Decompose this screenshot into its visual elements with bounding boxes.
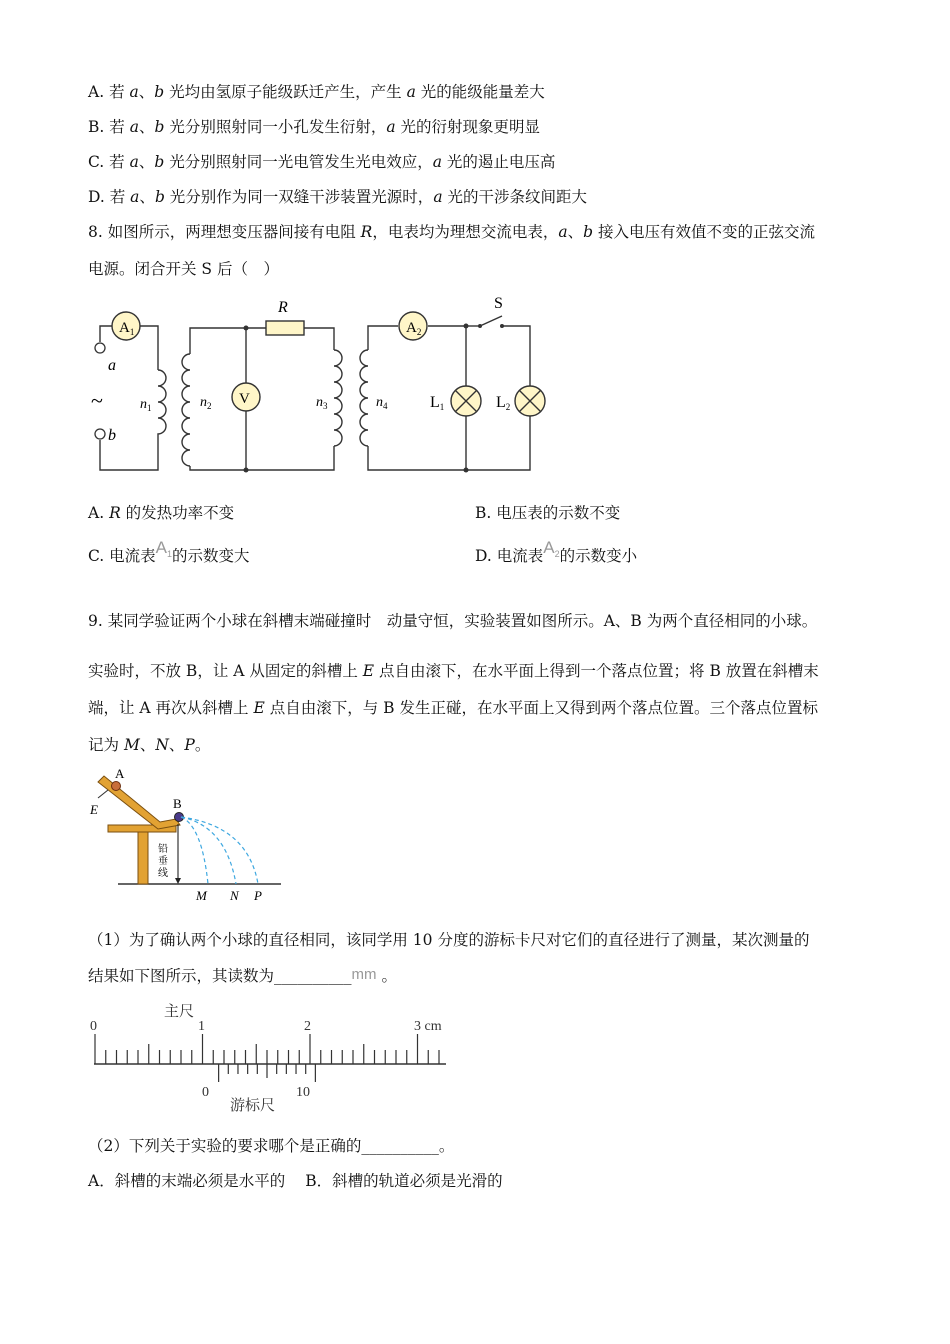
svg-text:n1: $n_1$ [140,397,152,413]
answer-blank-2[interactable]: __________ [361,1137,439,1155]
svg-text:A1: $A_1$ [119,320,135,337]
q9-stem-line2: 实验时，不放 B，让 A 从固定的斜槽上 E 点自由滚下，在水平面上得到一个落点位置；将 B 放置在斜槽末 [88,662,819,680]
resistor-icon [266,321,304,335]
svg-text:1: 1 [198,1019,205,1034]
q8-stem-line1: 8. 如图所示，两理想变压器间接有电阻 R，电表均为理想交流电表，a、b 接入电压有效值不变的正弦交流 [88,223,815,241]
q9-sub2-options [88,1171,503,1191]
svg-text:A: A [115,766,125,781]
transformer-circuit-diagram [88,290,558,480]
q9-stem-line4: 记为 M、N、P。 [88,736,211,754]
svg-text:n3: $n_3$ [316,395,328,411]
svg-text:主尺: 主尺 [164,1004,195,1020]
q9-sub1-line1: （1）为了确认两个小球的直径相同，该同学用 10 分度的游标卡尺对它们的直径进行了测量，某次测量的 [88,931,810,949]
q7-option-b: B. 若 a、b 光分别照射同一小孔发生衍射，a 光的衍射现象更明显 [88,118,541,136]
terminal-b-icon [95,429,105,439]
svg-text:~: ~ [91,388,103,413]
svg-text:N: N [230,888,239,903]
svg-text:游标尺: 游标尺 [230,1098,276,1114]
ball-a-icon [112,782,121,791]
terminal-a-icon [95,343,105,353]
svg-text:A2: $A_2$ [406,320,422,337]
svg-text:2: 2 [304,1019,311,1034]
svg-text:10: 10 [296,1085,310,1100]
q8-option-b: B. 电压表的示数不变 [475,504,621,522]
svg-text:R: R [278,299,288,316]
svg-text:a: a [108,357,116,374]
q7-option-c: C. 若 a、b 光分别照射同一光电管发生光电效应，a 光的遏止电压高 [88,153,556,171]
svg-text:0: 0 [202,1085,209,1100]
q9-stem-line3: 端，让 A 再次从斜槽上 E 点自由滚下，与 B 发生正碰，在水平面上又得到两个落点位置。三个落点位置标 [88,699,818,717]
svg-text:B: B [173,796,182,811]
vernier-caliper-diagram [86,998,456,1118]
svg-text:0: 0 [90,1019,97,1034]
svg-text:b: b [108,427,116,444]
svg-text:n2: $n_2$ [200,395,212,411]
svg-text:3 cm: 3 cm [414,1019,442,1034]
q8-stem-line2: 电源。闭合开关 S 后（ ） [88,260,279,278]
svg-text:铅: 铅 [158,844,168,855]
svg-text:垂: 垂 [158,856,168,867]
q9-sub2-question: （2）下列关于实验的要求哪个是正确的__________。 [88,1137,455,1155]
q7-option-a: A. 若 a、b 光均由氢原子能级跃迁产生，产生 a 光的能级能量差大 [88,83,545,101]
svg-text:V: V [239,391,250,407]
svg-text:S: S [494,295,503,312]
lamp-l1-icon [451,386,481,416]
q9-sub1-line2: 结果如下图所示，其读数为__________mm 。 [88,966,397,985]
svg-text:E: E [90,802,98,817]
q9-sub2-option-a: A．斜槽的末端必须是水平的 [88,1172,286,1190]
svg-text:L2: L2 [496,394,511,412]
svg-text:L1: L1 [430,394,445,412]
svg-text:线: 线 [158,868,168,879]
answer-blank-1[interactable]: __________ [274,967,352,985]
collision-apparatus-diagram [86,764,296,904]
q8-option-d: D. 电流表$A^2$的示数变小 [475,538,638,565]
svg-text:P: P [254,888,262,903]
svg-text:M: M [196,888,207,903]
q8-option-c: C. 电流表$A^1$的示数变大 [88,538,250,565]
q9-stem-line1: 9. 某同学验证两个小球在斜槽末端碰撞时 动量守恒，实验装置如图所示。A、B 为两个直径相同的小球。 [88,612,818,630]
q8-option-a: A. R 的发热功率不变 [88,504,235,522]
q7-option-d: D. 若 a、b 光分别作为同一双缝干涉装置光源时，a 光的干涉条纹间距大 [88,188,587,206]
lamp-l2-icon [515,386,545,416]
svg-text:n4: $n_4$ [376,395,388,411]
q9-sub2-option-b: B．斜槽的轨道必须是光滑的 [305,1172,503,1190]
